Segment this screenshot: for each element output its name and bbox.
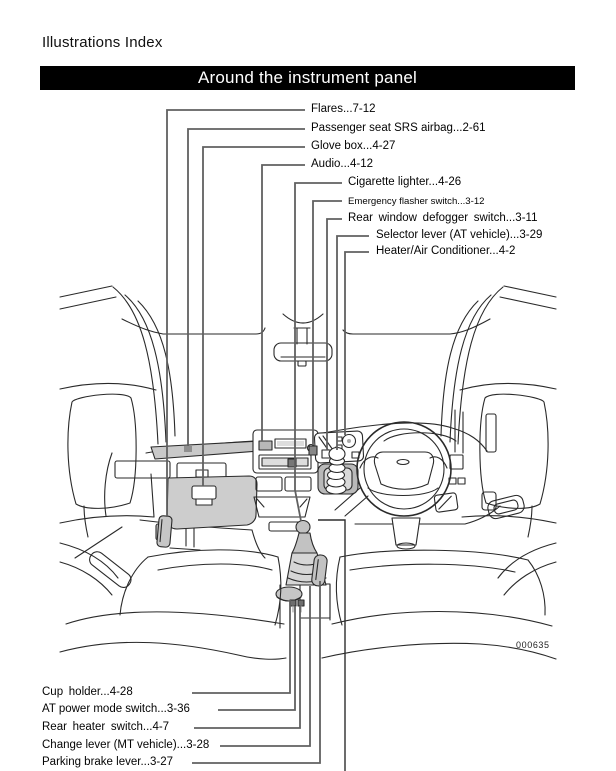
flare-holder (157, 515, 173, 547)
page-title: Illustrations Index (42, 34, 163, 51)
right-side-window (455, 383, 556, 537)
callout-label-cup-holder: Cup holder...4-28 (42, 686, 133, 698)
left-door-panel (60, 527, 134, 595)
leader-rear-window-defogger (327, 219, 342, 450)
left-side-window (60, 383, 167, 540)
leader-audio (262, 165, 305, 441)
leader-heater-air-conditioner (345, 252, 369, 435)
callout-label-audio: Audio...4-12 (311, 158, 374, 170)
callout-label-rear-window-defogger-switch: Rear window defogger switch...3-11 (348, 212, 538, 224)
emergency-flasher-switch (309, 446, 317, 455)
right-seat (332, 550, 552, 626)
console-switches (290, 600, 304, 612)
glove-box-latch (192, 486, 216, 499)
leader-change-lever (220, 586, 310, 746)
figure-number: 000635 (516, 640, 550, 650)
callout-label-glove-box: Glove box...4-27 (311, 140, 396, 152)
callout-label-selector-lever: Selector lever (AT vehicle)...3-29 (376, 229, 543, 241)
leader-selector-lever (337, 236, 369, 450)
steering-column (392, 518, 420, 549)
leader-passenger-srs-airbag (188, 129, 305, 446)
callout-label-parking-brake-lever: Parking brake lever...3-27 (42, 756, 174, 768)
callout-label-heater-air-conditioner: Heater/Air Conditioner...4-2 (376, 245, 516, 257)
callout-label-change-lever: Change lever (MT vehicle)...3-28 (42, 739, 210, 751)
callout-label-at-power-mode-switch: AT power mode switch...3-36 (42, 703, 190, 715)
callout-label-flares: Flares...7-12 (311, 103, 376, 115)
section-banner-text: Around the instrument panel (198, 68, 417, 87)
glove-box (167, 476, 257, 529)
callout-label-emergency-flasher-switch: Emergency flasher switch...3-12 (348, 196, 485, 207)
srs-airbag-marker (184, 446, 192, 452)
rear-view-mirror (274, 328, 332, 366)
floor (60, 642, 556, 659)
callout-label-cigarette-lighter: Cigarette lighter...4-26 (348, 176, 462, 188)
left-seat (66, 550, 284, 625)
rear-heater-switch (298, 600, 304, 606)
callout-label-passenger-srs-airbag: Passenger seat SRS airbag...2-61 (311, 122, 486, 134)
callout-label-rear-heater-switch: Rear heater switch...4-7 (42, 721, 170, 733)
